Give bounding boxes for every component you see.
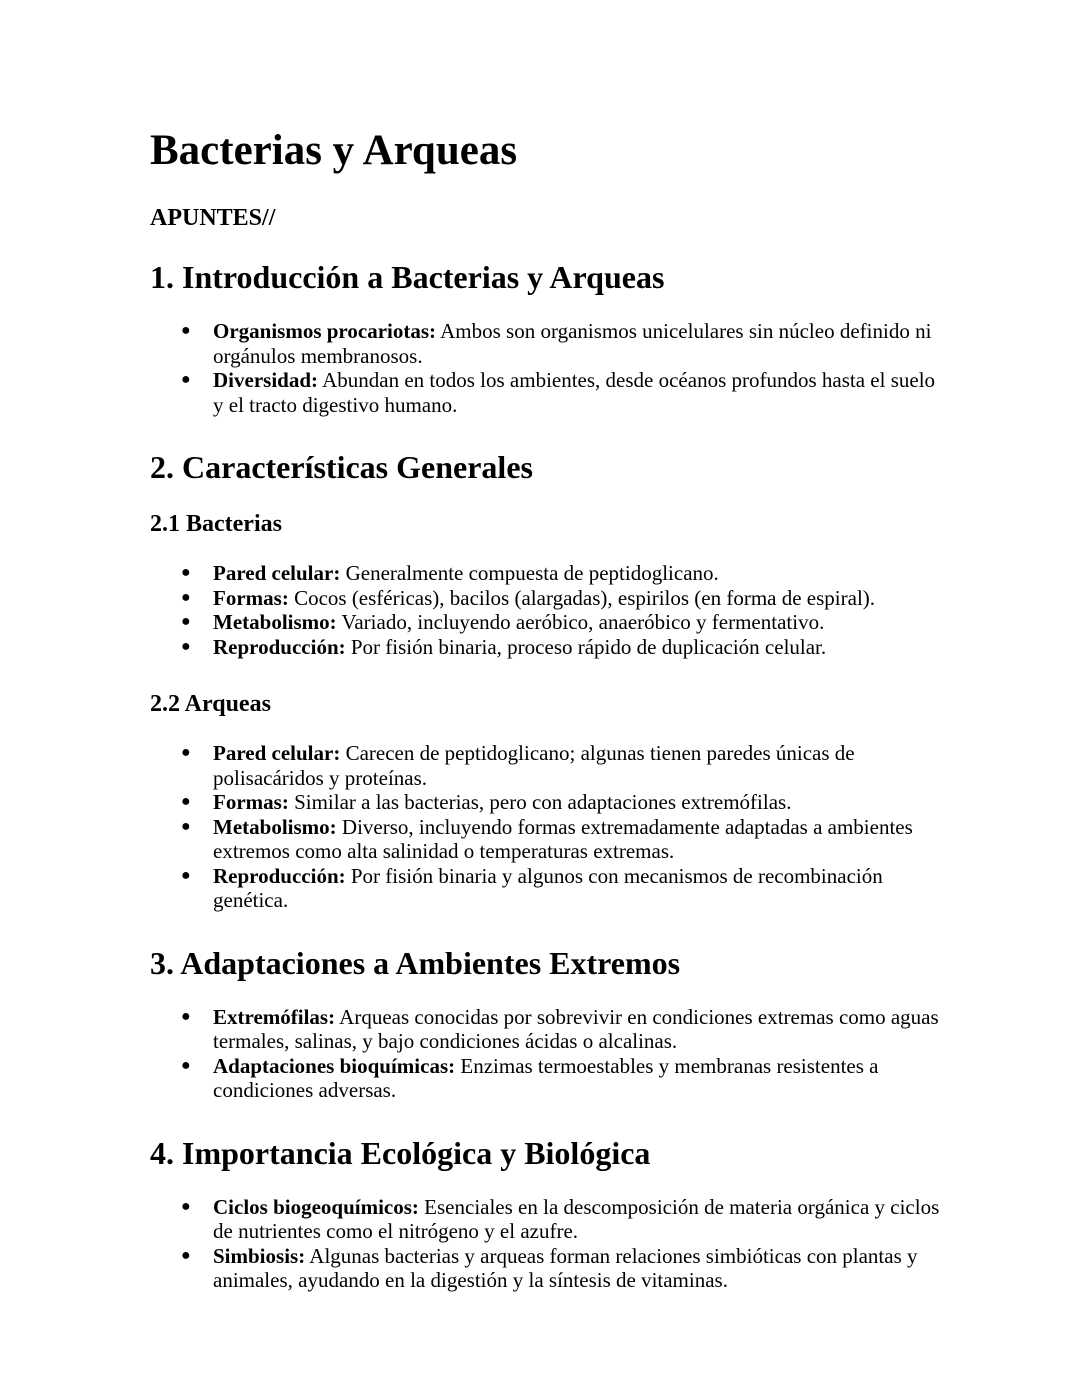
bullet-icon: ● [181, 637, 191, 655]
bullet-icon: ● [181, 1007, 191, 1025]
bullet-list-arqueas [150, 741, 940, 913]
item-term: Reproducción: [213, 863, 346, 888]
item-term: Extremófilas: [213, 1004, 336, 1029]
item-text: Esenciales en la descomposición de materia orgánica y ciclos de nutrientes como el nitrógeno y el azufre. [213, 1194, 940, 1243]
list-item [150, 610, 940, 635]
list-item [150, 319, 940, 368]
item-text: Algunas bacterias y arqueas forman relaciones simbióticas con plantas y animales, ayudando en la digestión y la síntesis de vitaminas. [213, 1243, 918, 1292]
bullet-icon: ● [181, 371, 191, 388]
item-text: Por fisión binaria y algunos con mecanismos de recombinación genética. [213, 863, 883, 912]
item-term: Ciclos biogeoquímicos: [213, 1194, 419, 1219]
bullet-icon: ● [181, 866, 191, 884]
item-text: Enzimas termoestables y membranas resistentes a condiciones adversas. [213, 1053, 879, 1102]
item-term: Pared celular: [213, 741, 341, 765]
bullet-list-importance [150, 1195, 940, 1293]
item-text: Diverso, incluyendo formas extremadamente adaptadas a ambientes extremos como alta salinidad o temperaturas extremas. [213, 814, 913, 863]
bullet-icon: ● [181, 588, 191, 606]
bullet-icon: ● [181, 564, 191, 581]
item-term: Diversidad: [213, 368, 318, 392]
document-title: Bacterias y Arqueas [150, 127, 518, 174]
section-heading-intro: 1. Introducción a Bacterias y Arqueas [150, 259, 665, 295]
item-text: Ambos son organismos unicelulares sin núcleo definido ni orgánulos membranosos. [213, 319, 932, 368]
list-item [150, 790, 940, 815]
item-text: Por fisión binaria, proceso rápido de duplicación celular. [345, 634, 827, 659]
item-term: Simbiosis: [213, 1243, 306, 1268]
bullet-icon: ● [181, 1246, 191, 1264]
item-text: Cocos (esféricas), bacilos (alargadas), espirilos (en forma de espiral). [288, 585, 876, 610]
item-term: Organismos procariotas: [213, 319, 437, 343]
subsection-heading-bacterias: 2.1 Bacterias [150, 511, 282, 537]
item-text: Arqueas conocidas por sobrevivir en condiciones extremas como aguas termales, salinas, y bajo condiciones ácidas o alcalinas. [213, 1004, 939, 1053]
item-term: Formas: [213, 585, 289, 610]
item-text: Abundan en todos los ambientes, desde océanos profundos hasta el suelo y el tracto digestivo humano. [213, 368, 936, 417]
list-item [150, 1005, 940, 1054]
bullet-icon: ● [181, 793, 191, 810]
item-text: Similar a las bacterias, pero con adaptaciones extremófilas. [288, 790, 792, 814]
list-item [150, 1195, 940, 1244]
item-term: Metabolismo: [213, 610, 337, 634]
item-text: Generalmente compuesta de peptidoglicano. [340, 561, 719, 585]
section-heading-importance: 4. Importancia Ecológica y Biológica [150, 1134, 651, 1171]
list-item [150, 1244, 940, 1293]
item-term: Reproducción: [213, 634, 346, 659]
section-heading-characteristics: 2. Características Generales [150, 449, 533, 485]
item-term: Metabolismo: [213, 814, 337, 839]
item-text: Carecen de peptidoglicano; algunas tienen paredes únicas de polisacáridos y proteínas. [213, 741, 855, 790]
subsection-heading-arqueas: 2.2 Arqueas [150, 691, 271, 717]
list-item [150, 815, 940, 864]
document-page [150, 125, 940, 1323]
item-term: Formas: [213, 790, 289, 814]
item-term: Pared celular: [213, 561, 341, 585]
list-item [150, 741, 940, 790]
bullet-icon: ● [181, 613, 191, 630]
bullet-icon: ● [181, 1197, 191, 1215]
section-heading-adaptations: 3. Adaptaciones a Ambientes Extremos [150, 944, 681, 981]
bullet-icon: ● [181, 1056, 191, 1074]
list-item [150, 561, 940, 586]
bullet-list-adaptations [150, 1005, 940, 1103]
bullet-icon: ● [181, 744, 191, 761]
document-subtitle: APUNTES// [150, 205, 276, 231]
bullet-icon: ● [181, 322, 191, 339]
list-item [150, 864, 940, 913]
list-item [150, 635, 940, 660]
bullet-list-intro [150, 319, 940, 417]
list-item [150, 1054, 940, 1103]
bullet-icon: ● [181, 817, 191, 835]
item-term: Adaptaciones bioquímicas: [213, 1053, 456, 1078]
list-item [150, 586, 940, 611]
list-item [150, 368, 940, 417]
bullet-list-bacterias [150, 561, 940, 659]
item-text: Variado, incluyendo aeróbico, anaeróbico y fermentativo. [336, 610, 825, 634]
